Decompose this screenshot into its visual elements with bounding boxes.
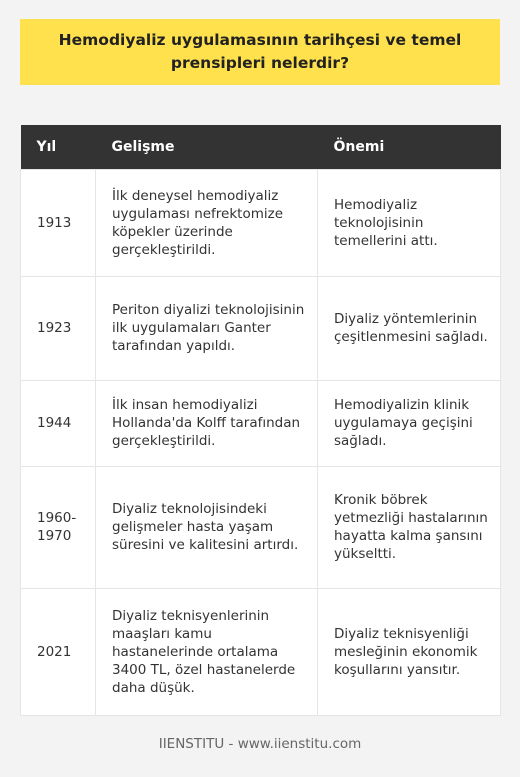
table-row: [21, 169, 501, 276]
cell-importance: Diyaliz yöntemlerinin çeşitlenmesini sağladı.: [318, 276, 501, 380]
header-development: Gelişme: [96, 125, 318, 169]
cell-importance: Hemodiyaliz teknolojisinin temellerini attı.: [318, 169, 501, 276]
cell-year: 2021: [21, 588, 96, 715]
header-importance: Önemi: [318, 125, 501, 169]
table-row: [21, 276, 501, 380]
header-year: Yıl: [21, 125, 96, 169]
table-row: [21, 588, 501, 715]
footer-credit: IIENSTITU - www.iienstitu.com: [158, 736, 362, 752]
cell-development: Periton diyalizi teknolojisinin ilk uygulamaları Ganter tarafından yapıldı.: [96, 276, 318, 380]
cell-importance: Diyaliz teknisyenliği mesleğinin ekonomik koşullarını yansıtır.: [318, 588, 501, 715]
cell-importance: Hemodiyalizin klinik uygulamaya geçişini sağladı.: [318, 380, 501, 466]
page-title: Hemodiyaliz uygulamasının tarihçesi ve temel prensipleri nelerdir?: [58, 31, 462, 72]
cell-year: 1944: [21, 380, 96, 466]
cell-development: İlk insan hemodiyalizi Hollanda'da Kolff tarafından gerçekleştirildi.: [96, 380, 318, 466]
title-banner: [20, 19, 500, 85]
cell-importance: Kronik böbrek yetmezliği hastalarının hayatta kalma şansını yükseltti.: [318, 466, 501, 588]
cell-year: 1960-1970: [21, 466, 96, 588]
cell-development: Diyaliz teknolojisindeki gelişmeler hasta yaşam süresini ve kalitesini artırdı.: [96, 466, 318, 588]
cell-development: İlk deneysel hemodiyaliz uygulaması nefrektomize köpekler üzerinde gerçekleştirildi.: [96, 169, 318, 276]
table-header: [21, 125, 501, 169]
table-row: [21, 380, 501, 466]
table-row: [21, 466, 501, 588]
cell-year: 1913: [21, 169, 96, 276]
history-table: [20, 125, 501, 716]
cell-year: 1923: [21, 276, 96, 380]
cell-development: Diyaliz teknisyenlerinin maaşları kamu hastanelerinde ortalama 3400 TL, özel hastanelerde daha düşük.: [96, 588, 318, 715]
